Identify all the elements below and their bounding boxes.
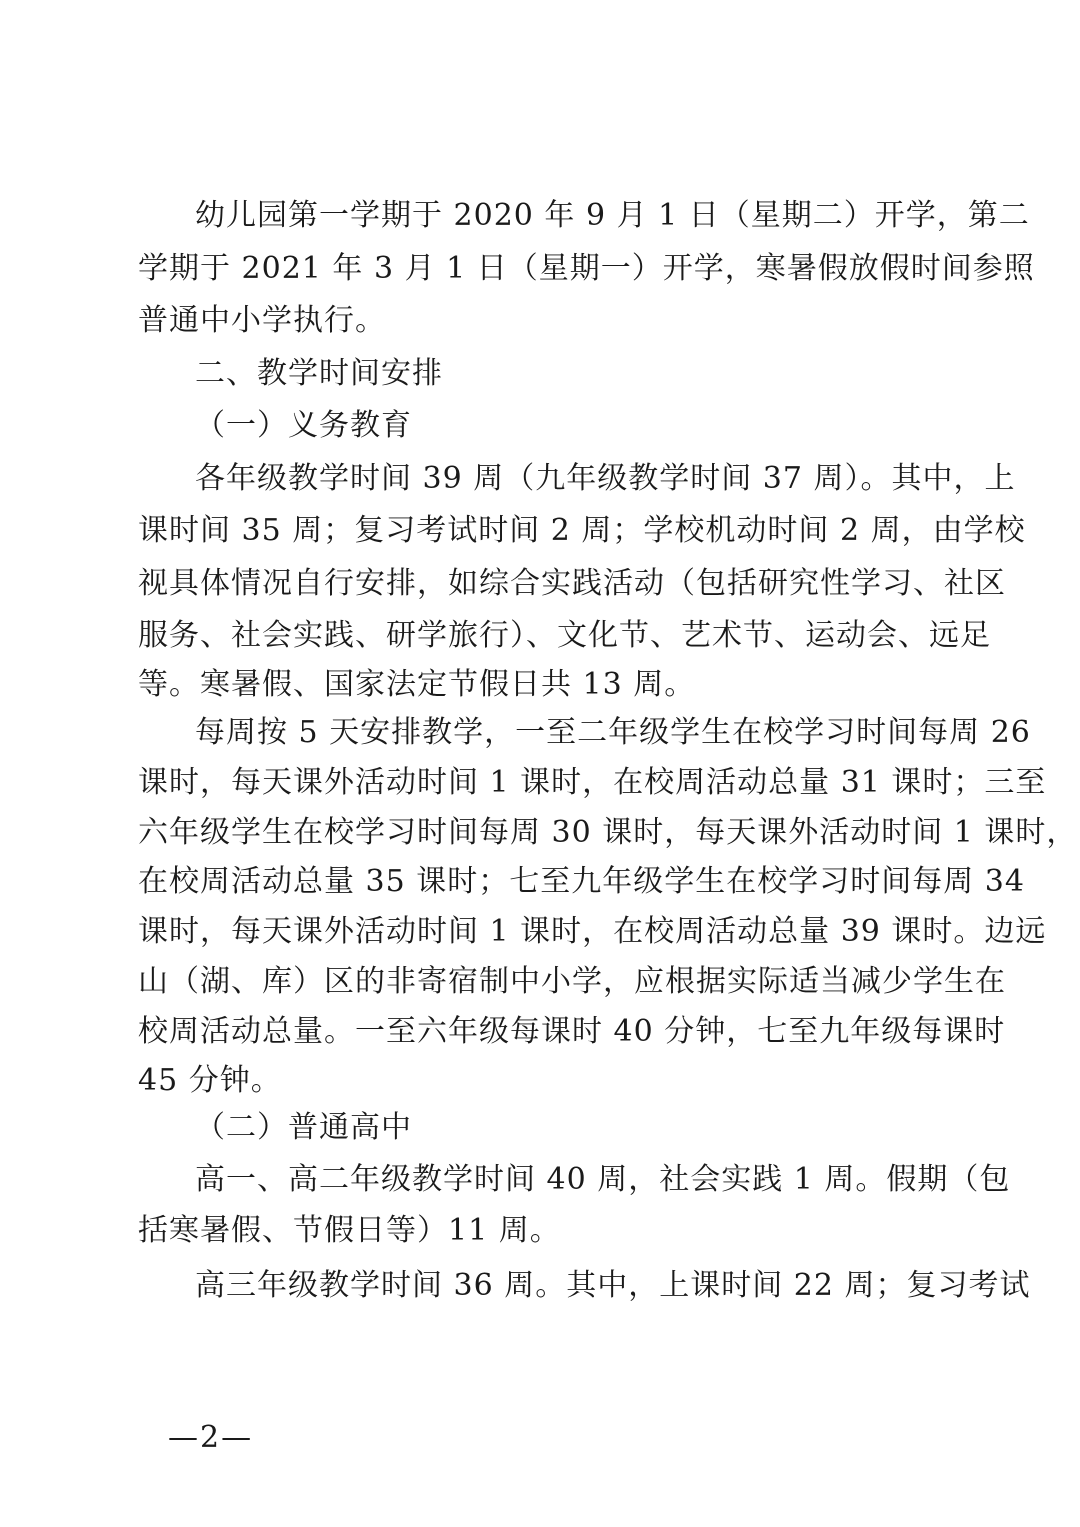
paragraph-line: 在校周活动总量 35 课时；七至九年级学生在校学习时间每周 34 — [138, 864, 1025, 899]
paragraph-line: 等。寒暑假、国家法定节假日共 13 周。 — [138, 667, 696, 702]
paragraph-line: 幼儿园第一学期于 2020 年 9 月 1 日（星期二）开学，第二 — [195, 198, 1030, 233]
paragraph-line: 括寒暑假、节假日等）11 周。 — [138, 1213, 561, 1248]
subsection-heading: （二）普通高中 — [195, 1110, 412, 1145]
paragraph-line: 高一、高二年级教学时间 40 周，社会实践 1 周。假期（包 — [195, 1162, 1011, 1197]
paragraph-line: 每周按 5 天安排教学，一至二年级学生在校学习时间每周 26 — [195, 715, 1031, 750]
paragraph-line: 山（湖、库）区的非寄宿制中小学，应根据实际适当减少学生在 — [138, 964, 1006, 999]
section-heading: 二、教学时间安排 — [195, 356, 443, 391]
page-number: —2— — [168, 1420, 254, 1455]
paragraph-line: 各年级教学时间 39 周（九年级教学时间 37 周）。其中，上 — [195, 461, 1016, 496]
paragraph-line: 学期于 2021 年 3 月 1 日（星期一）开学，寒暑假放假时间参照 — [138, 251, 1035, 286]
paragraph-line: 普通中小学执行。 — [138, 303, 386, 338]
paragraph-line: 45 分钟。 — [138, 1063, 282, 1098]
paragraph-line: 课时间 35 周；复习考试时间 2 周；学校机动时间 2 周，由学校 — [138, 513, 1026, 548]
paragraph-line: 校周活动总量。一至六年级每课时 40 分钟，七至九年级每课时 — [138, 1014, 1006, 1049]
paragraph-line: 课时，每天课外活动时间 1 课时，在校周活动总量 39 课时。边远 — [138, 914, 1047, 949]
paragraph-line: 服务、社会实践、研学旅行）、文化节、艺术节、运动会、远足 — [138, 618, 991, 653]
paragraph-line: 六年级学生在校学习时间每周 30 课时，每天课外活动时间 1 课时， — [138, 815, 1078, 850]
paragraph-line: 高三年级教学时间 36 周。其中，上课时间 22 周；复习考试 — [195, 1268, 1031, 1303]
paragraph-line: 视具体情况自行安排，如综合实践活动（包括研究性学习、社区 — [138, 566, 1006, 601]
paragraph-line: 课时，每天课外活动时间 1 课时，在校周活动总量 31 课时；三至 — [138, 765, 1047, 800]
subsection-heading: （一）义务教育 — [195, 408, 412, 443]
